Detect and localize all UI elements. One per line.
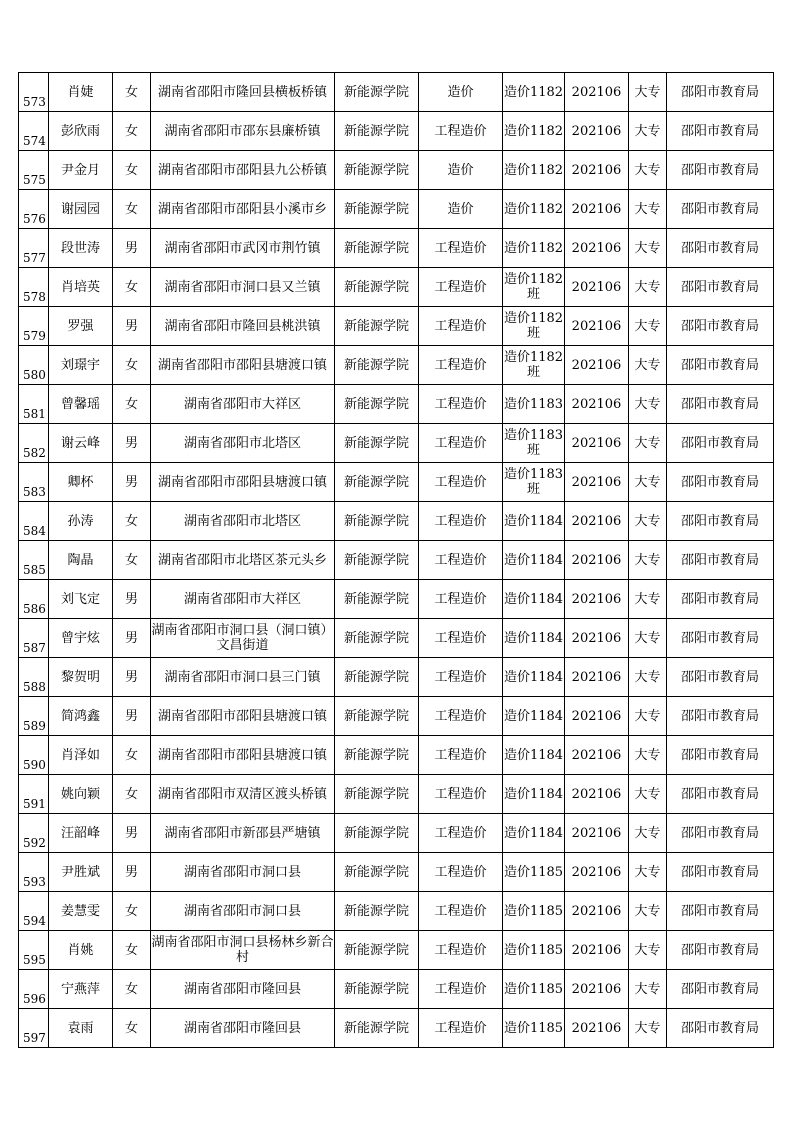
student-name-cell: 黎贺明 [49,658,113,697]
college-cell: 新能源学院 [335,931,419,970]
education-level-cell: 大专 [629,385,667,424]
student-name-cell: 陶晶 [49,541,113,580]
education-level-cell: 大专 [629,307,667,346]
class-cell: 造价1184 [503,502,565,541]
college-cell: 新能源学院 [335,463,419,502]
employer-cell: 邵阳市教育局 [667,463,774,502]
student-name-cell: 尹金月 [49,151,113,190]
major-cell: 工程造价 [419,775,503,814]
employer-cell: 邵阳市教育局 [667,190,774,229]
class-cell: 造价1184 [503,658,565,697]
employer-cell: 邵阳市教育局 [667,775,774,814]
gender-cell: 女 [113,1009,151,1048]
home-address-cell: 湖南省邵阳市北塔区茶元头乡 [151,541,335,580]
student-name-cell: 曾宇炫 [49,619,113,658]
graduation-date-cell: 202106 [565,1009,629,1048]
college-cell: 新能源学院 [335,112,419,151]
class-cell: 造价1182班 [503,307,565,346]
row-number-cell: 578 [19,268,49,307]
college-cell: 新能源学院 [335,229,419,268]
class-cell: 造价1183班 [503,463,565,502]
major-cell: 工程造价 [419,112,503,151]
major-cell: 工程造价 [419,502,503,541]
college-cell: 新能源学院 [335,502,419,541]
class-cell: 造价1184 [503,619,565,658]
student-name-cell: 曾馨瑶 [49,385,113,424]
row-number-cell: 594 [19,892,49,931]
class-cell: 造价1182 [503,151,565,190]
row-number-cell: 573 [19,73,49,112]
home-address-cell: 湖南省邵阳市邵阳县塘渡口镇 [151,346,335,385]
row-number-cell: 590 [19,736,49,775]
class-cell: 造价1185 [503,931,565,970]
student-name-cell: 刘璟宇 [49,346,113,385]
major-cell: 工程造价 [419,463,503,502]
table-row [19,892,774,931]
gender-cell: 女 [113,268,151,307]
table-row [19,814,774,853]
major-cell: 工程造价 [419,697,503,736]
gender-cell: 男 [113,580,151,619]
graduation-date-cell: 202106 [565,385,629,424]
major-cell: 工程造价 [419,541,503,580]
table-row [19,268,774,307]
student-name-cell: 刘飞定 [49,580,113,619]
gender-cell: 男 [113,814,151,853]
class-cell: 造价1184 [503,814,565,853]
employer-cell: 邵阳市教育局 [667,814,774,853]
table-row [19,424,774,463]
employer-cell: 邵阳市教育局 [667,619,774,658]
graduation-date-cell: 202106 [565,814,629,853]
employer-cell: 邵阳市教育局 [667,346,774,385]
home-address-cell: 湖南省邵阳市北塔区 [151,424,335,463]
major-cell: 工程造价 [419,346,503,385]
student-name-cell: 汪韶峰 [49,814,113,853]
home-address-cell: 湖南省邵阳市双清区渡头桥镇 [151,775,335,814]
gender-cell: 男 [113,463,151,502]
major-cell: 工程造价 [419,814,503,853]
college-cell: 新能源学院 [335,190,419,229]
college-cell: 新能源学院 [335,970,419,1009]
employer-cell: 邵阳市教育局 [667,268,774,307]
home-address-cell: 湖南省邵阳市洞口县（洞口镇）文昌街道 [151,619,335,658]
major-cell: 工程造价 [419,268,503,307]
home-address-cell: 湖南省邵阳市武冈市荆竹镇 [151,229,335,268]
education-level-cell: 大专 [629,814,667,853]
graduation-date-cell: 202106 [565,463,629,502]
table-row [19,73,774,112]
row-number-cell: 593 [19,853,49,892]
college-cell: 新能源学院 [335,1009,419,1048]
graduation-date-cell: 202106 [565,346,629,385]
row-number-cell: 574 [19,112,49,151]
table-row [19,775,774,814]
employer-cell: 邵阳市教育局 [667,1009,774,1048]
class-cell: 造价1184 [503,541,565,580]
gender-cell: 男 [113,658,151,697]
home-address-cell: 湖南省邵阳市洞口县 [151,853,335,892]
gender-cell: 女 [113,736,151,775]
class-cell: 造价1182 [503,190,565,229]
home-address-cell: 湖南省邵阳市隆回县横板桥镇 [151,73,335,112]
college-cell: 新能源学院 [335,385,419,424]
gender-cell: 女 [113,775,151,814]
education-level-cell: 大专 [629,463,667,502]
student-name-cell: 姚向颖 [49,775,113,814]
graduation-date-cell: 202106 [565,73,629,112]
table-row [19,346,774,385]
home-address-cell: 湖南省邵阳市隆回县桃洪镇 [151,307,335,346]
table-row [19,658,774,697]
class-cell: 造价1182班 [503,268,565,307]
graduation-date-cell: 202106 [565,541,629,580]
table-row [19,580,774,619]
employer-cell: 邵阳市教育局 [667,853,774,892]
employer-cell: 邵阳市教育局 [667,112,774,151]
college-cell: 新能源学院 [335,580,419,619]
major-cell: 工程造价 [419,424,503,463]
class-cell: 造价1184 [503,697,565,736]
employer-cell: 邵阳市教育局 [667,307,774,346]
table-row [19,853,774,892]
student-name-cell: 肖培英 [49,268,113,307]
table-row [19,541,774,580]
major-cell: 工程造价 [419,658,503,697]
student-name-cell: 肖婕 [49,73,113,112]
gender-cell: 女 [113,502,151,541]
student-name-cell: 孙涛 [49,502,113,541]
education-level-cell: 大专 [629,619,667,658]
class-cell: 造价1184 [503,775,565,814]
table-row [19,190,774,229]
gender-cell: 女 [113,151,151,190]
table-row [19,502,774,541]
graduation-date-cell: 202106 [565,736,629,775]
major-cell: 造价 [419,151,503,190]
student-name-cell: 卿杯 [49,463,113,502]
graduation-date-cell: 202106 [565,502,629,541]
graduation-date-cell: 202106 [565,190,629,229]
graduation-date-cell: 202106 [565,658,629,697]
major-cell: 工程造价 [419,580,503,619]
home-address-cell: 湖南省邵阳市洞口县 [151,892,335,931]
table-row [19,1009,774,1048]
major-cell: 造价 [419,190,503,229]
row-number-cell: 577 [19,229,49,268]
table-row [19,619,774,658]
table-row [19,151,774,190]
home-address-cell: 湖南省邵阳市邵阳县九公桥镇 [151,151,335,190]
graduation-date-cell: 202106 [565,970,629,1009]
major-cell: 造价 [419,73,503,112]
gender-cell: 男 [113,229,151,268]
table-row [19,463,774,502]
employer-cell: 邵阳市教育局 [667,892,774,931]
row-number-cell: 588 [19,658,49,697]
row-number-cell: 596 [19,970,49,1009]
major-cell: 工程造价 [419,619,503,658]
college-cell: 新能源学院 [335,619,419,658]
home-address-cell: 湖南省邵阳市洞口县杨林乡新合村 [151,931,335,970]
employer-cell: 邵阳市教育局 [667,424,774,463]
major-cell: 工程造价 [419,307,503,346]
college-cell: 新能源学院 [335,424,419,463]
gender-cell: 女 [113,541,151,580]
gender-cell: 女 [113,385,151,424]
table-row [19,736,774,775]
education-level-cell: 大专 [629,1009,667,1048]
college-cell: 新能源学院 [335,853,419,892]
gender-cell: 女 [113,970,151,1009]
major-cell: 工程造价 [419,931,503,970]
gender-cell: 男 [113,619,151,658]
row-number-cell: 575 [19,151,49,190]
class-cell: 造价1184 [503,580,565,619]
graduation-date-cell: 202106 [565,853,629,892]
college-cell: 新能源学院 [335,307,419,346]
class-cell: 造价1185 [503,1009,565,1048]
home-address-cell: 湖南省邵阳市邵东县廉桥镇 [151,112,335,151]
student-name-cell: 谢园园 [49,190,113,229]
row-number-cell: 582 [19,424,49,463]
row-number-cell: 583 [19,463,49,502]
home-address-cell: 湖南省邵阳市新邵县严塘镇 [151,814,335,853]
student-name-cell: 肖姚 [49,931,113,970]
college-cell: 新能源学院 [335,73,419,112]
graduation-date-cell: 202106 [565,268,629,307]
table-row [19,931,774,970]
graduation-date-cell: 202106 [565,619,629,658]
education-level-cell: 大专 [629,151,667,190]
student-name-cell: 段世涛 [49,229,113,268]
major-cell: 工程造价 [419,892,503,931]
class-cell: 造价1184 [503,736,565,775]
employer-cell: 邵阳市教育局 [667,502,774,541]
class-cell: 造价1185 [503,853,565,892]
row-number-cell: 586 [19,580,49,619]
home-address-cell: 湖南省邵阳市隆回县 [151,970,335,1009]
major-cell: 工程造价 [419,1009,503,1048]
row-number-cell: 591 [19,775,49,814]
gender-cell: 男 [113,697,151,736]
education-level-cell: 大专 [629,697,667,736]
major-cell: 工程造价 [419,229,503,268]
education-level-cell: 大专 [629,73,667,112]
education-level-cell: 大专 [629,892,667,931]
college-cell: 新能源学院 [335,892,419,931]
college-cell: 新能源学院 [335,775,419,814]
student-name-cell: 袁雨 [49,1009,113,1048]
employer-cell: 邵阳市教育局 [667,970,774,1009]
roster-body [19,73,774,1048]
class-cell: 造价1183班 [503,424,565,463]
education-level-cell: 大专 [629,229,667,268]
education-level-cell: 大专 [629,346,667,385]
table-row [19,970,774,1009]
home-address-cell: 湖南省邵阳市大祥区 [151,580,335,619]
graduation-date-cell: 202106 [565,580,629,619]
education-level-cell: 大专 [629,775,667,814]
row-number-cell: 595 [19,931,49,970]
employer-cell: 邵阳市教育局 [667,541,774,580]
gender-cell: 女 [113,112,151,151]
college-cell: 新能源学院 [335,541,419,580]
employer-cell: 邵阳市教育局 [667,580,774,619]
major-cell: 工程造价 [419,736,503,775]
college-cell: 新能源学院 [335,346,419,385]
graduation-date-cell: 202106 [565,229,629,268]
home-address-cell: 湖南省邵阳市北塔区 [151,502,335,541]
student-name-cell: 彭欣雨 [49,112,113,151]
education-level-cell: 大专 [629,502,667,541]
gender-cell: 女 [113,892,151,931]
gender-cell: 女 [113,73,151,112]
employer-cell: 邵阳市教育局 [667,73,774,112]
student-name-cell: 姜慧雯 [49,892,113,931]
education-level-cell: 大专 [629,736,667,775]
row-number-cell: 584 [19,502,49,541]
row-number-cell: 581 [19,385,49,424]
graduation-date-cell: 202106 [565,112,629,151]
table-row [19,697,774,736]
education-level-cell: 大专 [629,853,667,892]
employer-cell: 邵阳市教育局 [667,931,774,970]
class-cell: 造价1182 [503,73,565,112]
gender-cell: 女 [113,931,151,970]
row-number-cell: 579 [19,307,49,346]
table-row [19,229,774,268]
college-cell: 新能源学院 [335,814,419,853]
home-address-cell: 湖南省邵阳市隆回县 [151,1009,335,1048]
employer-cell: 邵阳市教育局 [667,736,774,775]
education-level-cell: 大专 [629,112,667,151]
home-address-cell: 湖南省邵阳市大祥区 [151,385,335,424]
graduation-date-cell: 202106 [565,697,629,736]
college-cell: 新能源学院 [335,151,419,190]
row-number-cell: 592 [19,814,49,853]
home-address-cell: 湖南省邵阳市邵阳县塘渡口镇 [151,697,335,736]
table-row [19,112,774,151]
class-cell: 造价1185 [503,970,565,1009]
class-cell: 造价1183 [503,385,565,424]
student-name-cell: 宁燕萍 [49,970,113,1009]
table-row [19,307,774,346]
home-address-cell: 湖南省邵阳市邵阳县塘渡口镇 [151,463,335,502]
education-level-cell: 大专 [629,190,667,229]
education-level-cell: 大专 [629,541,667,580]
row-number-cell: 580 [19,346,49,385]
employer-cell: 邵阳市教育局 [667,229,774,268]
graduation-date-cell: 202106 [565,424,629,463]
class-cell: 造价1185 [503,892,565,931]
student-name-cell: 简鸿鑫 [49,697,113,736]
gender-cell: 女 [113,346,151,385]
home-address-cell: 湖南省邵阳市邵阳县小溪市乡 [151,190,335,229]
row-number-cell: 587 [19,619,49,658]
major-cell: 工程造价 [419,853,503,892]
gender-cell: 女 [113,190,151,229]
student-name-cell: 谢云峰 [49,424,113,463]
education-level-cell: 大专 [629,424,667,463]
employer-cell: 邵阳市教育局 [667,658,774,697]
college-cell: 新能源学院 [335,697,419,736]
home-address-cell: 湖南省邵阳市邵阳县塘渡口镇 [151,736,335,775]
class-cell: 造价1182 [503,229,565,268]
education-level-cell: 大专 [629,931,667,970]
row-number-cell: 576 [19,190,49,229]
class-cell: 造价1182班 [503,346,565,385]
row-number-cell: 585 [19,541,49,580]
education-level-cell: 大专 [629,580,667,619]
college-cell: 新能源学院 [335,658,419,697]
home-address-cell: 湖南省邵阳市洞口县三门镇 [151,658,335,697]
major-cell: 工程造价 [419,385,503,424]
graduation-date-cell: 202106 [565,307,629,346]
employer-cell: 邵阳市教育局 [667,385,774,424]
student-roster-table [18,72,774,1048]
college-cell: 新能源学院 [335,268,419,307]
graduation-date-cell: 202106 [565,151,629,190]
education-level-cell: 大专 [629,268,667,307]
student-name-cell: 肖泽如 [49,736,113,775]
graduation-date-cell: 202106 [565,892,629,931]
graduation-date-cell: 202106 [565,931,629,970]
gender-cell: 男 [113,424,151,463]
employer-cell: 邵阳市教育局 [667,151,774,190]
table-row [19,385,774,424]
gender-cell: 男 [113,853,151,892]
education-level-cell: 大专 [629,658,667,697]
student-name-cell: 尹胜斌 [49,853,113,892]
graduation-date-cell: 202106 [565,775,629,814]
class-cell: 造价1182 [503,112,565,151]
gender-cell: 男 [113,307,151,346]
student-name-cell: 罗强 [49,307,113,346]
employer-cell: 邵阳市教育局 [667,697,774,736]
home-address-cell: 湖南省邵阳市洞口县又兰镇 [151,268,335,307]
education-level-cell: 大专 [629,970,667,1009]
major-cell: 工程造价 [419,970,503,1009]
row-number-cell: 597 [19,1009,49,1048]
college-cell: 新能源学院 [335,736,419,775]
row-number-cell: 589 [19,697,49,736]
